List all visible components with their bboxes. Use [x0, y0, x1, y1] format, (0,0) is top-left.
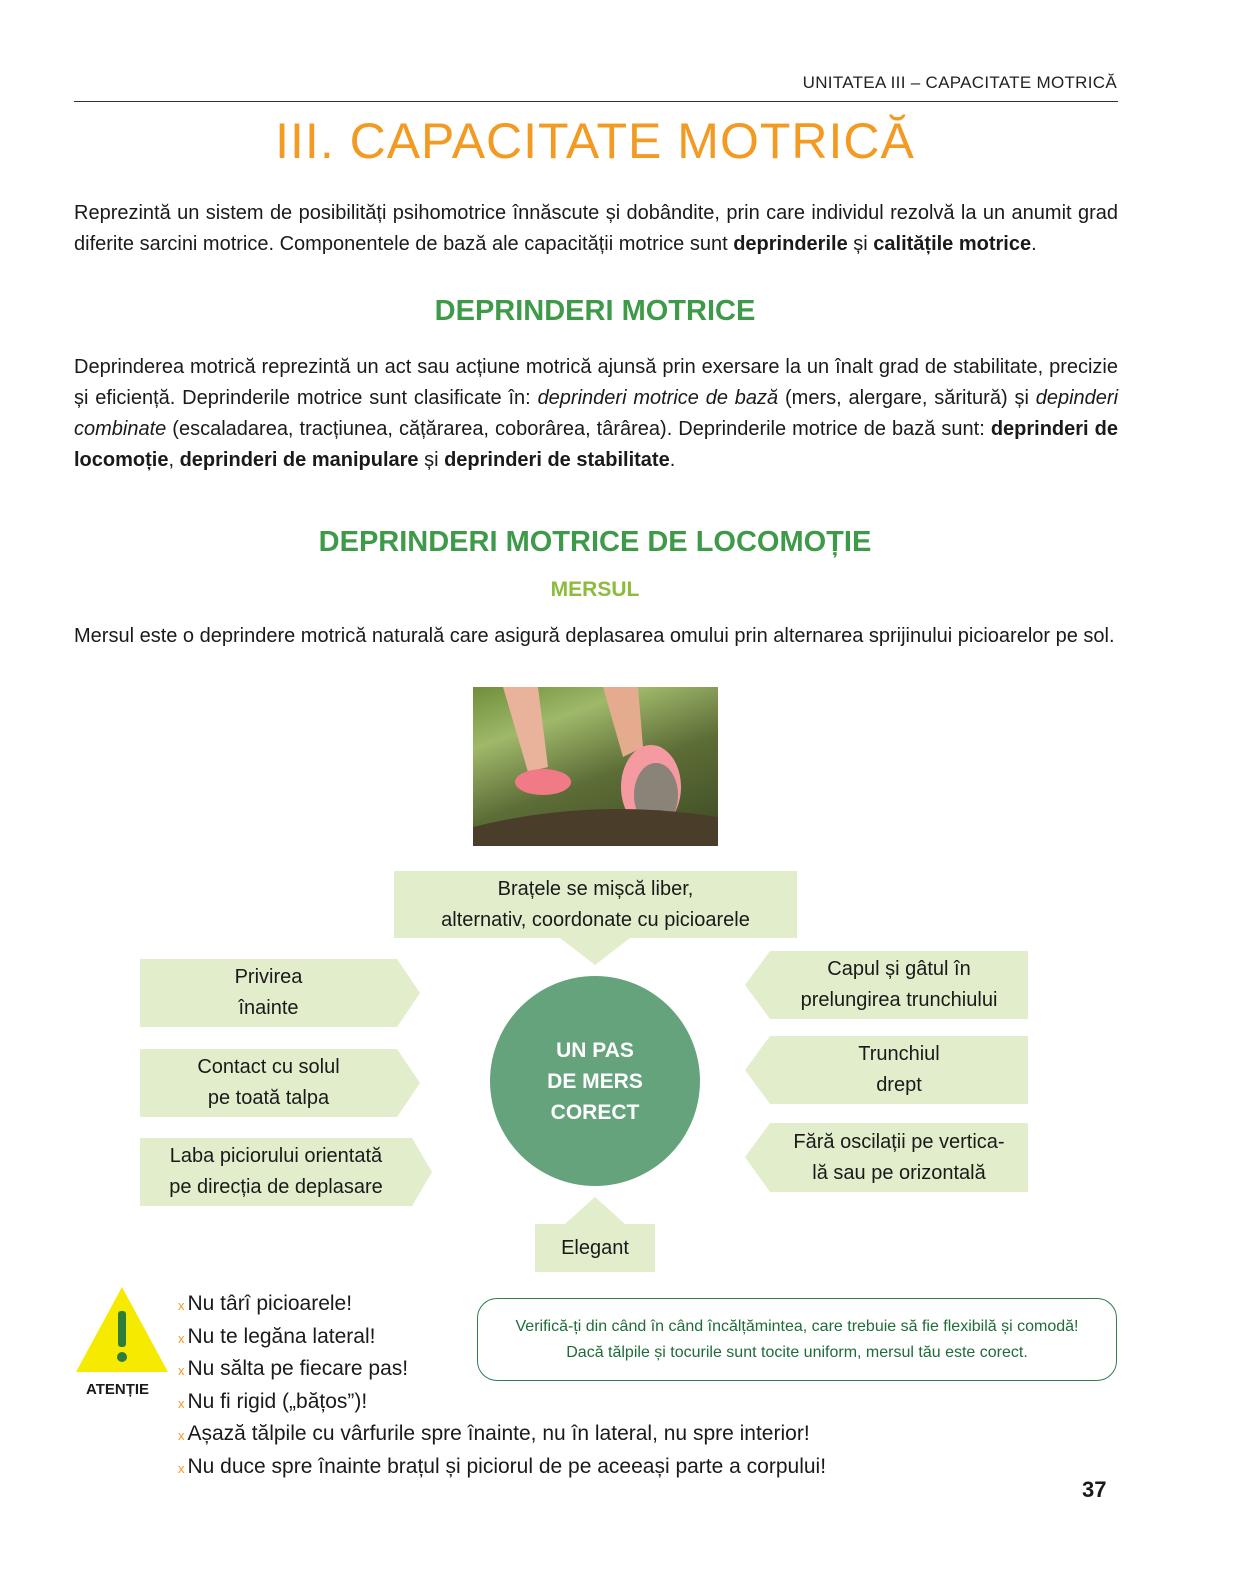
- x-marker-icon: x: [178, 1428, 185, 1444]
- line: CORECT: [550, 1100, 640, 1124]
- mersul-paragraph: Mersul este o deprindere motrică naturală care asigură deplasarea omului prin alternarea sprijinului picioarelor pe sol.: [74, 625, 1115, 647]
- c1: ,: [168, 449, 180, 471]
- line: drept: [876, 1074, 922, 1096]
- line: lă sau pe orizontală: [812, 1161, 986, 1184]
- line: UN PAS: [556, 1038, 634, 1062]
- item-text: Nu fi rigid („bățos”)!: [187, 1389, 368, 1413]
- diagram-box-right-1: [770, 951, 1028, 1019]
- diagram-box-left-3: [140, 1138, 412, 1206]
- c2: și: [418, 449, 445, 471]
- line: prelungirea trunchiului: [800, 989, 998, 1011]
- running-header: UNITATEA III – CAPACITATE MOTRICĂ: [802, 73, 1117, 92]
- intro-and: și: [847, 233, 874, 255]
- diagram-box-left-2: [140, 1049, 397, 1117]
- i2: depinderi combinate: [74, 387, 1119, 440]
- diagram-box-top: [394, 871, 797, 938]
- tip-note-text: Verifică-ți din când în când încălțămintea, care trebuie să fie flexibilă și comodă! Dacă tălpile și tocurile sunt tocite uniform, mersul tău este corect.: [515, 1317, 1079, 1361]
- line: Trunchiul: [858, 1043, 940, 1065]
- diagram-box-bottom: Elegant: [535, 1224, 655, 1272]
- line: Privirea: [234, 966, 303, 988]
- warning-item: [178, 1387, 826, 1420]
- line: DE MERS: [547, 1069, 643, 1093]
- t2: (mers, alergare, săritură) și: [778, 387, 1036, 409]
- intro-bold-1: deprinderile: [733, 233, 848, 255]
- line: alternativ, coordonate cu picioarele: [441, 908, 750, 931]
- x-marker-icon: x: [178, 1298, 185, 1313]
- i1: deprinderi motrice de bază: [537, 387, 779, 409]
- warning-item: [178, 1419, 826, 1452]
- line: Fără oscilații pe vertica-: [793, 1130, 1005, 1153]
- t1: Deprinderea motrică reprezintă un act sau acțiune motrică ajunsă prin exersare la un înalt grad de stabilitate, precizie și eficiență. Deprinderile motrice sunt clasificate în:: [74, 356, 1118, 409]
- intro-text: Reprezintă un sistem de posibilități psihomotrice înnăscute și dobândite, prin care individul rezolvă la un anumit grad diferite sarcini motrice. Componentele de bază ale capacității motrice sunt: [74, 202, 1118, 255]
- b3: deprinderi de stabilitate: [444, 449, 670, 471]
- warning-item: [178, 1452, 826, 1485]
- line: Capul și gâtul în: [827, 958, 971, 980]
- page-number: 37: [1082, 1477, 1107, 1502]
- line: Brațele se mișcă liber,: [497, 877, 694, 900]
- item-text: Nu te legăna lateral!: [187, 1324, 376, 1348]
- end: .: [669, 449, 676, 471]
- diagram-center-circle: [490, 976, 700, 1186]
- t3: (escaladarea, tracțiunea, cățărarea, coborârea, târârea). Deprinderile motrice de bază sunt:: [166, 418, 991, 440]
- b2: deprinderi de manipulare: [179, 449, 419, 471]
- intro-bold-2: calitățile motrice: [873, 233, 1032, 255]
- warning-triangle-icon: [76, 1287, 168, 1373]
- line: pe direcția de deplasare: [169, 1176, 383, 1198]
- line: Contact cu solul: [197, 1056, 340, 1078]
- x-marker-icon: x: [178, 1330, 185, 1346]
- line: Laba piciorului orientată: [169, 1145, 383, 1167]
- warning-label: ATENȚIE: [86, 1381, 150, 1398]
- section-heading-locomotie: DEPRINDERI MOTRICE DE LOCOMOȚIE: [318, 526, 872, 558]
- intro-end: .: [1031, 233, 1037, 255]
- x-marker-icon: x: [178, 1460, 185, 1476]
- diagram-box-right-3: [770, 1123, 1028, 1192]
- diagram-box-left-1: [140, 959, 397, 1027]
- subheading-mersul: MERSUL: [550, 578, 640, 601]
- b1: deprinderi de locomoție: [74, 418, 1118, 471]
- line: înainte: [238, 997, 299, 1019]
- item-text: Nu sălta pe fiecare pas!: [187, 1357, 409, 1381]
- item-text: Nu târî picioarele!: [187, 1292, 353, 1315]
- x-marker-icon: x: [178, 1363, 185, 1379]
- chapter-title: III. CAPACITATE MOTRICĂ: [275, 113, 915, 169]
- item-text: Nu duce spre înainte brațul și piciorul de pe aceeași parte a corpului!: [187, 1454, 827, 1478]
- line: pe toată talpa: [207, 1087, 330, 1109]
- tip-note-box: [477, 1298, 1117, 1381]
- section-heading-deprinderi: DEPRINDERI MOTRICE: [434, 295, 756, 327]
- item-text: Așază tălpile cu vârfurile spre înainte, nu în lateral, nu spre interior!: [187, 1422, 810, 1446]
- diagram-box-right-2: [770, 1036, 1028, 1104]
- x-marker-icon: x: [178, 1395, 185, 1411]
